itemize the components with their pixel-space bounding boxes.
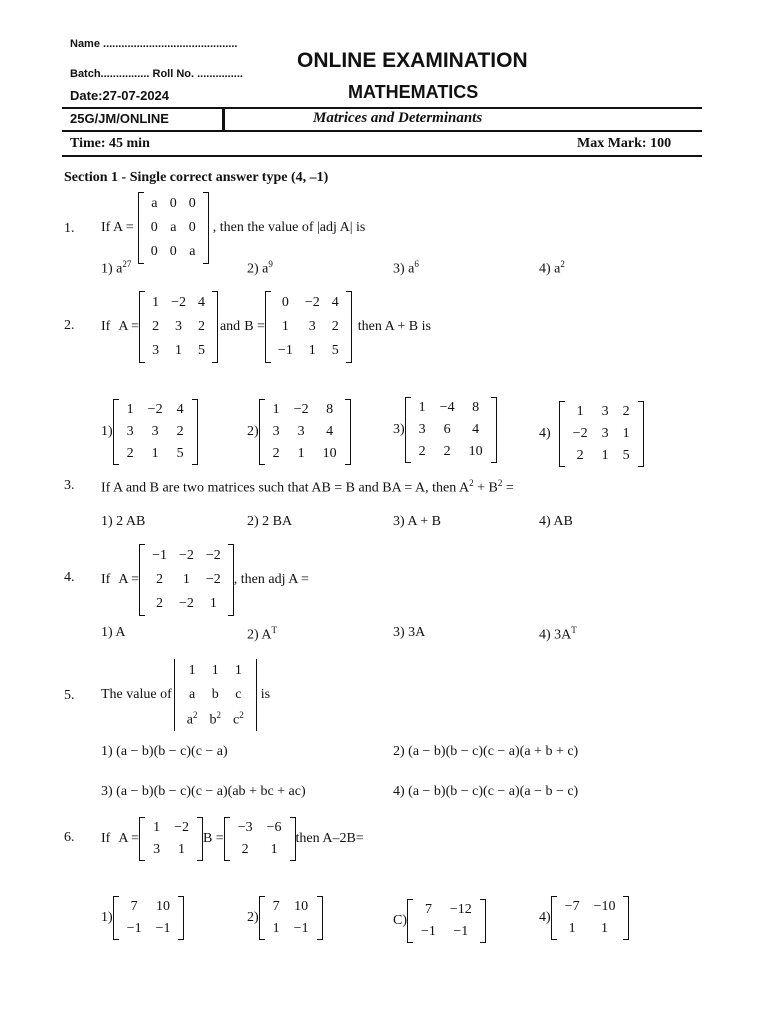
- q6-a-label: A =: [118, 831, 140, 846]
- matrix-cell: 2: [622, 404, 630, 419]
- q2-option-1-matrix: [113, 399, 198, 465]
- q4-matrix: [139, 544, 234, 616]
- q4-option-2: 2) $A^T$: [247, 625, 277, 643]
- matrix-cell: 0: [150, 220, 158, 235]
- matrix-cell: 2: [272, 446, 280, 461]
- matrix-cell: −7: [564, 899, 580, 914]
- exam-time: Time: 45 min: [70, 136, 150, 151]
- matrix-cell: 5: [197, 343, 205, 358]
- det-cell: c: [235, 687, 242, 702]
- q2-option-2: [247, 397, 351, 467]
- matrix-cell: a: [170, 220, 177, 235]
- matrix-cell: 7: [272, 899, 280, 914]
- matrix-cell: 5: [176, 446, 184, 461]
- q2-number: 2.: [64, 318, 75, 333]
- batch-roll-label: Batch................ Roll No. ...............: [70, 68, 243, 80]
- matrix-cell: 3: [126, 424, 134, 439]
- q6-pre: If: [101, 831, 111, 846]
- option-label: 3): [393, 422, 405, 437]
- q3-stem: If A and B are two matrices such that AB = B and BA = A, then $A^2 + B^2$ =: [101, 478, 514, 496]
- matrix-cell: 1: [178, 842, 186, 857]
- matrix-cell: 10: [294, 899, 309, 914]
- q6-post: then A–2B=: [295, 831, 364, 846]
- q6-stem: [101, 814, 364, 864]
- matrix-cell: −1: [421, 924, 436, 939]
- matrix-cell: 2: [418, 444, 426, 459]
- matrix-cell: 3: [151, 424, 159, 439]
- matrix-cell: 1: [182, 572, 190, 587]
- header-rule-mid: [62, 130, 702, 132]
- matrix-cell: 0: [188, 220, 196, 235]
- matrix-cell: −2: [572, 426, 588, 441]
- matrix-cell: 4: [176, 402, 184, 417]
- q5-number: 5.: [64, 688, 75, 703]
- matrix-cell: 4: [326, 424, 334, 439]
- matrix-cell: 2: [126, 446, 134, 461]
- q5-option-3: 3) (a − b)(b − c)(c − a)(ab + bc + ac): [101, 784, 306, 799]
- matrix-cell: −1: [155, 921, 171, 936]
- matrix-cell: 10: [156, 899, 171, 914]
- q3-number: 3.: [64, 478, 75, 493]
- section-heading: Section 1 - Single correct answer type (4, –1): [64, 170, 329, 185]
- matrix-cell: 0: [188, 196, 196, 211]
- exam-code: 25G/JM/ONLINE: [70, 111, 169, 126]
- matrix-cell: −2: [293, 402, 309, 417]
- exam-subject: MATHEMATICS: [348, 82, 479, 102]
- det-cell: a: [189, 687, 196, 702]
- q4-a-label: A =: [118, 572, 140, 587]
- q2-matrix-b: [265, 291, 352, 363]
- matrix-cell: 7: [130, 899, 138, 914]
- q5-post: is: [260, 687, 271, 702]
- q6-option-2: [247, 893, 323, 943]
- header-rule-bottom: [62, 155, 702, 157]
- matrix-cell: 2: [156, 572, 164, 587]
- q2-option-3: [393, 395, 497, 465]
- matrix-cell: 1: [272, 921, 280, 936]
- exam-title: ONLINE EXAMINATION: [297, 49, 528, 72]
- matrix-cell: 1: [601, 921, 609, 936]
- q1-post: , then the value of |adj A| is: [212, 220, 366, 235]
- q6-option-3-matrix: [407, 899, 486, 943]
- q6-b-label: B =: [202, 831, 224, 846]
- matrix-cell: 7: [424, 902, 432, 917]
- option-label: 1): [101, 910, 113, 925]
- q5-pre: The value of: [101, 687, 172, 702]
- q2-matrix-a: [139, 291, 218, 363]
- matrix-cell: a: [151, 196, 158, 211]
- matrix-cell: −1: [277, 343, 293, 358]
- matrix-cell: 8: [472, 400, 480, 415]
- matrix-cell: 1: [151, 446, 159, 461]
- matrix-cell: 4: [472, 422, 480, 437]
- q3-option-4: 4) AB: [539, 514, 573, 529]
- q4-option-1: 1) A: [101, 625, 126, 640]
- matrix-cell: 10: [322, 446, 337, 461]
- matrix-cell: 5: [622, 448, 630, 463]
- option-label: 4): [539, 426, 551, 441]
- matrix-cell: 1: [297, 446, 305, 461]
- matrix-cell: 1: [281, 319, 289, 334]
- matrix-cell: 2: [176, 424, 184, 439]
- matrix-cell: −6: [266, 820, 282, 835]
- q1-option-3: 3) $a^6$: [393, 259, 419, 277]
- det-cell: 1: [211, 663, 219, 678]
- q4-pre: If: [101, 572, 111, 587]
- matrix-cell: −2: [304, 295, 320, 310]
- q1-matrix: [138, 192, 209, 264]
- matrix-cell: 2: [152, 319, 160, 334]
- q1-option-4: 4) $a^2$: [539, 259, 565, 277]
- q4-stem: [101, 545, 309, 615]
- matrix-cell: 5: [331, 343, 339, 358]
- q6-option-4: [539, 893, 629, 943]
- matrix-cell: 3: [601, 404, 609, 419]
- matrix-cell: 1: [175, 343, 183, 358]
- matrix-cell: 1: [152, 295, 160, 310]
- name-field-label: Name ............................................: [70, 38, 238, 50]
- q2-post: then A + B is: [357, 319, 431, 334]
- q6-number: 6.: [64, 830, 75, 845]
- matrix-cell: −2: [147, 402, 163, 417]
- matrix-cell: 3: [297, 424, 305, 439]
- q4-option-4: 4) $3A^T$: [539, 625, 577, 643]
- matrix-cell: −2: [205, 548, 221, 563]
- matrix-cell: 3: [153, 842, 161, 857]
- matrix-cell: 2: [331, 319, 339, 334]
- q5-option-2: 2) (a − b)(b − c)(c − a)(a + b + c): [393, 744, 579, 759]
- matrix-cell: 3: [418, 422, 426, 437]
- option-label: 4): [539, 910, 551, 925]
- matrix-cell: 2: [576, 448, 584, 463]
- matrix-cell: 1: [601, 448, 609, 463]
- matrix-cell: 0: [169, 244, 177, 259]
- q5-stem: [101, 660, 270, 730]
- q5-determinant: [174, 659, 257, 731]
- q2-option-4-matrix: [559, 401, 644, 467]
- matrix-cell: −12: [449, 902, 472, 917]
- q5-option-4: 4) (a − b)(b − c)(c − a)(a − b − c): [393, 784, 579, 799]
- matrix-cell: 2: [241, 842, 249, 857]
- matrix-cell: 1: [270, 842, 278, 857]
- exam-topic: Matrices and Determinants: [313, 110, 483, 126]
- det-cell: b: [211, 687, 219, 702]
- matrix-cell: 0: [169, 196, 177, 211]
- matrix-cell: 6: [443, 422, 451, 437]
- exam-date: Date:27-07-2024: [70, 88, 170, 103]
- option-label: 2): [247, 424, 259, 439]
- matrix-cell: −3: [237, 820, 253, 835]
- matrix-cell: 1: [418, 400, 426, 415]
- matrix-cell: −2: [174, 820, 189, 835]
- option-label: 2): [247, 910, 259, 925]
- matrix-cell: −2: [178, 596, 194, 611]
- q6-option-1: [101, 893, 184, 943]
- matrix-cell: −4: [439, 400, 455, 415]
- matrix-cell: 1: [209, 596, 217, 611]
- matrix-cell: 8: [326, 402, 334, 417]
- matrix-cell: −10: [593, 899, 616, 914]
- q1-option-2: 2) $a^9$: [247, 259, 273, 277]
- q2-a-label: A =: [118, 319, 140, 334]
- q2-option-1: [101, 397, 198, 467]
- matrix-cell: 4: [197, 295, 205, 310]
- q2-b-label: B =: [244, 319, 265, 334]
- det-cell: $c^2$: [232, 709, 244, 728]
- q1-option-1: 1) $a^{27}$: [101, 259, 132, 277]
- det-cell: 1: [188, 663, 196, 678]
- q2-pre: If: [101, 319, 111, 334]
- q2-and: and: [219, 319, 241, 334]
- header-rule-top: [62, 107, 702, 109]
- q6-option-1-matrix: [113, 896, 185, 940]
- matrix-cell: −1: [152, 548, 167, 563]
- matrix-cell: −2: [171, 295, 186, 310]
- q6-option-3: [393, 896, 486, 946]
- matrix-cell: 2: [156, 596, 164, 611]
- option-label: C): [393, 913, 407, 928]
- matrix-cell: 1: [568, 921, 576, 936]
- det-cell: 1: [234, 663, 242, 678]
- q2-option-2-matrix: [259, 399, 351, 465]
- q1-pre: If A =: [101, 220, 134, 235]
- q4-option-3: 3) 3A: [393, 625, 426, 640]
- q6-option-2-matrix: [259, 896, 323, 940]
- matrix-cell: −2: [205, 572, 221, 587]
- det-cell: $a^2$: [186, 709, 198, 728]
- matrix-cell: 4: [331, 295, 339, 310]
- q3-option-2: 2) 2 BA: [247, 514, 293, 529]
- q6-matrix-b: [224, 817, 296, 861]
- header-divider: [222, 108, 225, 130]
- q3-option-1: 1) 2 AB: [101, 514, 146, 529]
- matrix-cell: 10: [468, 444, 483, 459]
- q3-option-3: 3) A + B: [393, 514, 441, 529]
- matrix-cell: 2: [197, 319, 205, 334]
- det-cell: $b^2$: [209, 709, 221, 728]
- q2-option-3-matrix: [405, 397, 497, 463]
- matrix-cell: 1: [576, 404, 584, 419]
- q4-post: , then adj A =: [233, 572, 309, 587]
- q6-matrix-a: [139, 817, 203, 861]
- matrix-cell: 3: [175, 319, 183, 334]
- q2-option-4: [539, 399, 644, 469]
- matrix-cell: −1: [453, 924, 469, 939]
- matrix-cell: 0: [150, 244, 158, 259]
- matrix-cell: 3: [272, 424, 280, 439]
- matrix-cell: a: [189, 244, 196, 259]
- matrix-cell: 1: [272, 402, 280, 417]
- matrix-cell: 1: [126, 402, 134, 417]
- exam-max-mark: Max Mark: 100: [577, 136, 672, 151]
- q1-number: 1.: [64, 221, 75, 236]
- matrix-cell: 2: [443, 444, 451, 459]
- q1-stem: [101, 193, 365, 263]
- q2-stem: [101, 292, 431, 362]
- option-label: 1): [101, 424, 113, 439]
- matrix-cell: 1: [622, 426, 630, 441]
- matrix-cell: 0: [281, 295, 289, 310]
- matrix-cell: 3: [152, 343, 160, 358]
- q5-option-1: 1) (a − b)(b − c)(c − a): [101, 744, 228, 759]
- matrix-cell: −2: [178, 548, 194, 563]
- matrix-cell: 1: [153, 820, 161, 835]
- matrix-cell: 1: [308, 343, 316, 358]
- matrix-cell: 3: [308, 319, 316, 334]
- q6-option-4-matrix: [551, 896, 630, 940]
- matrix-cell: −1: [293, 921, 309, 936]
- matrix-cell: 3: [601, 426, 609, 441]
- q4-number: 4.: [64, 570, 75, 585]
- matrix-cell: −1: [126, 921, 142, 936]
